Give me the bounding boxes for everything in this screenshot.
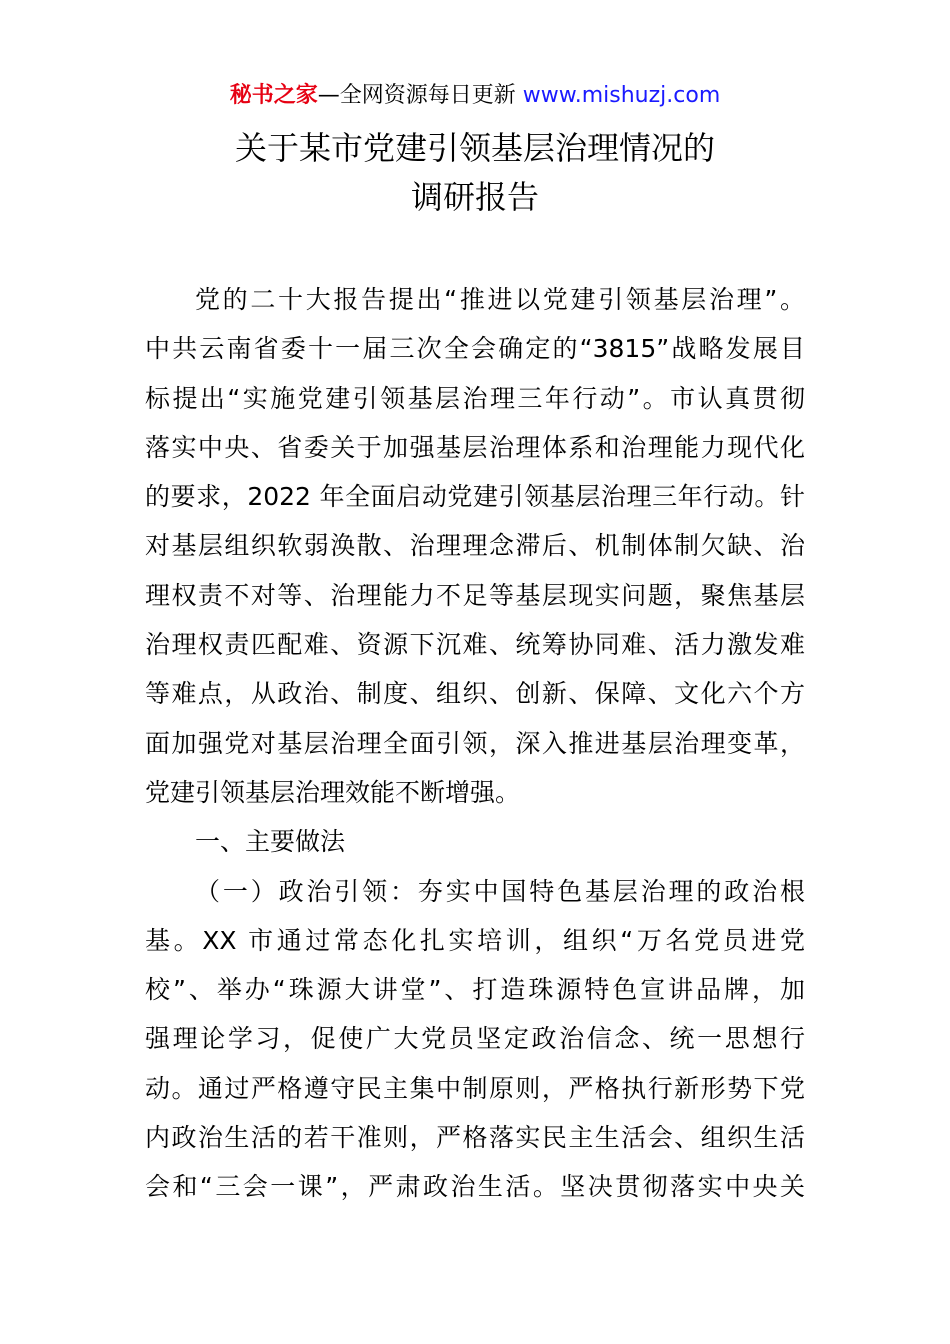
- body-line: 治理权责匹配难、资源下沉难、统筹协同难、活力激发难: [145, 630, 805, 660]
- body-line: 标提出“实施党建引领基层治理三年行动”。市认真贯彻: [145, 383, 805, 413]
- document-title-line-1: 关于某市党建引领基层治理情况的: [234, 129, 715, 167]
- body-line: 党建引领基层治理效能不断增强。: [145, 777, 521, 807]
- document-title-line-2: 调研报告: [410, 178, 539, 216]
- body-line: 等难点，从政治、制度、组织、创新、保障、文化六个方: [145, 679, 805, 709]
- body-line: 理权责不对等、治理能力不足等基层现实问题，聚焦基层: [145, 580, 805, 610]
- body-line: 的要求，2022 年全面启动党建引领基层治理三年行动。针: [145, 482, 805, 512]
- site-url-link[interactable]: www.mishuzj.com: [522, 83, 721, 108]
- body-line: 对基层组织软弱涣散、治理理念滞后、机制体制欠缺、治: [145, 531, 805, 561]
- body-line: 动。通过严格遵守民主集中制原则，严格执行新形势下党: [145, 1073, 805, 1103]
- site-tagline: —全网资源每日更新: [317, 83, 516, 108]
- section-heading: 一、主要做法: [195, 827, 346, 857]
- body-line: 面加强党对基层治理全面引领，深入推进基层治理变革，: [145, 728, 805, 758]
- body-line: 校”、举办“珠源大讲堂”、打造珠源特色宣讲品牌，加: [145, 975, 805, 1005]
- body-line: 中共云南省委十一届三次全会确定的“3815”战略发展目: [145, 334, 805, 364]
- body-line: 会和“三会一课”，严肃政治生活。坚决贯彻落实中央关: [145, 1172, 805, 1202]
- document-body: [145, 275, 805, 1212]
- site-header: [0, 80, 950, 112]
- subsection-heading-line: （一）政治引领：夯实中国特色基层治理的政治根: [195, 876, 805, 906]
- body-line: 内政治生活的若干准则，严格落实民主生活会、组织生活: [145, 1123, 805, 1153]
- body-line: 党的二十大报告提出“推进以党建引领基层治理”。: [195, 285, 805, 314]
- body-line: 基。XX 市通过常态化扎实培训，组织“万名党员进党: [145, 925, 805, 955]
- body-line: 落实中央、省委关于加强基层治理体系和治理能力现代化: [145, 432, 805, 462]
- body-line: 强理论学习，促使广大党员坚定政治信念、统一思想行: [145, 1024, 805, 1054]
- site-brand: 秘书之家: [229, 83, 318, 108]
